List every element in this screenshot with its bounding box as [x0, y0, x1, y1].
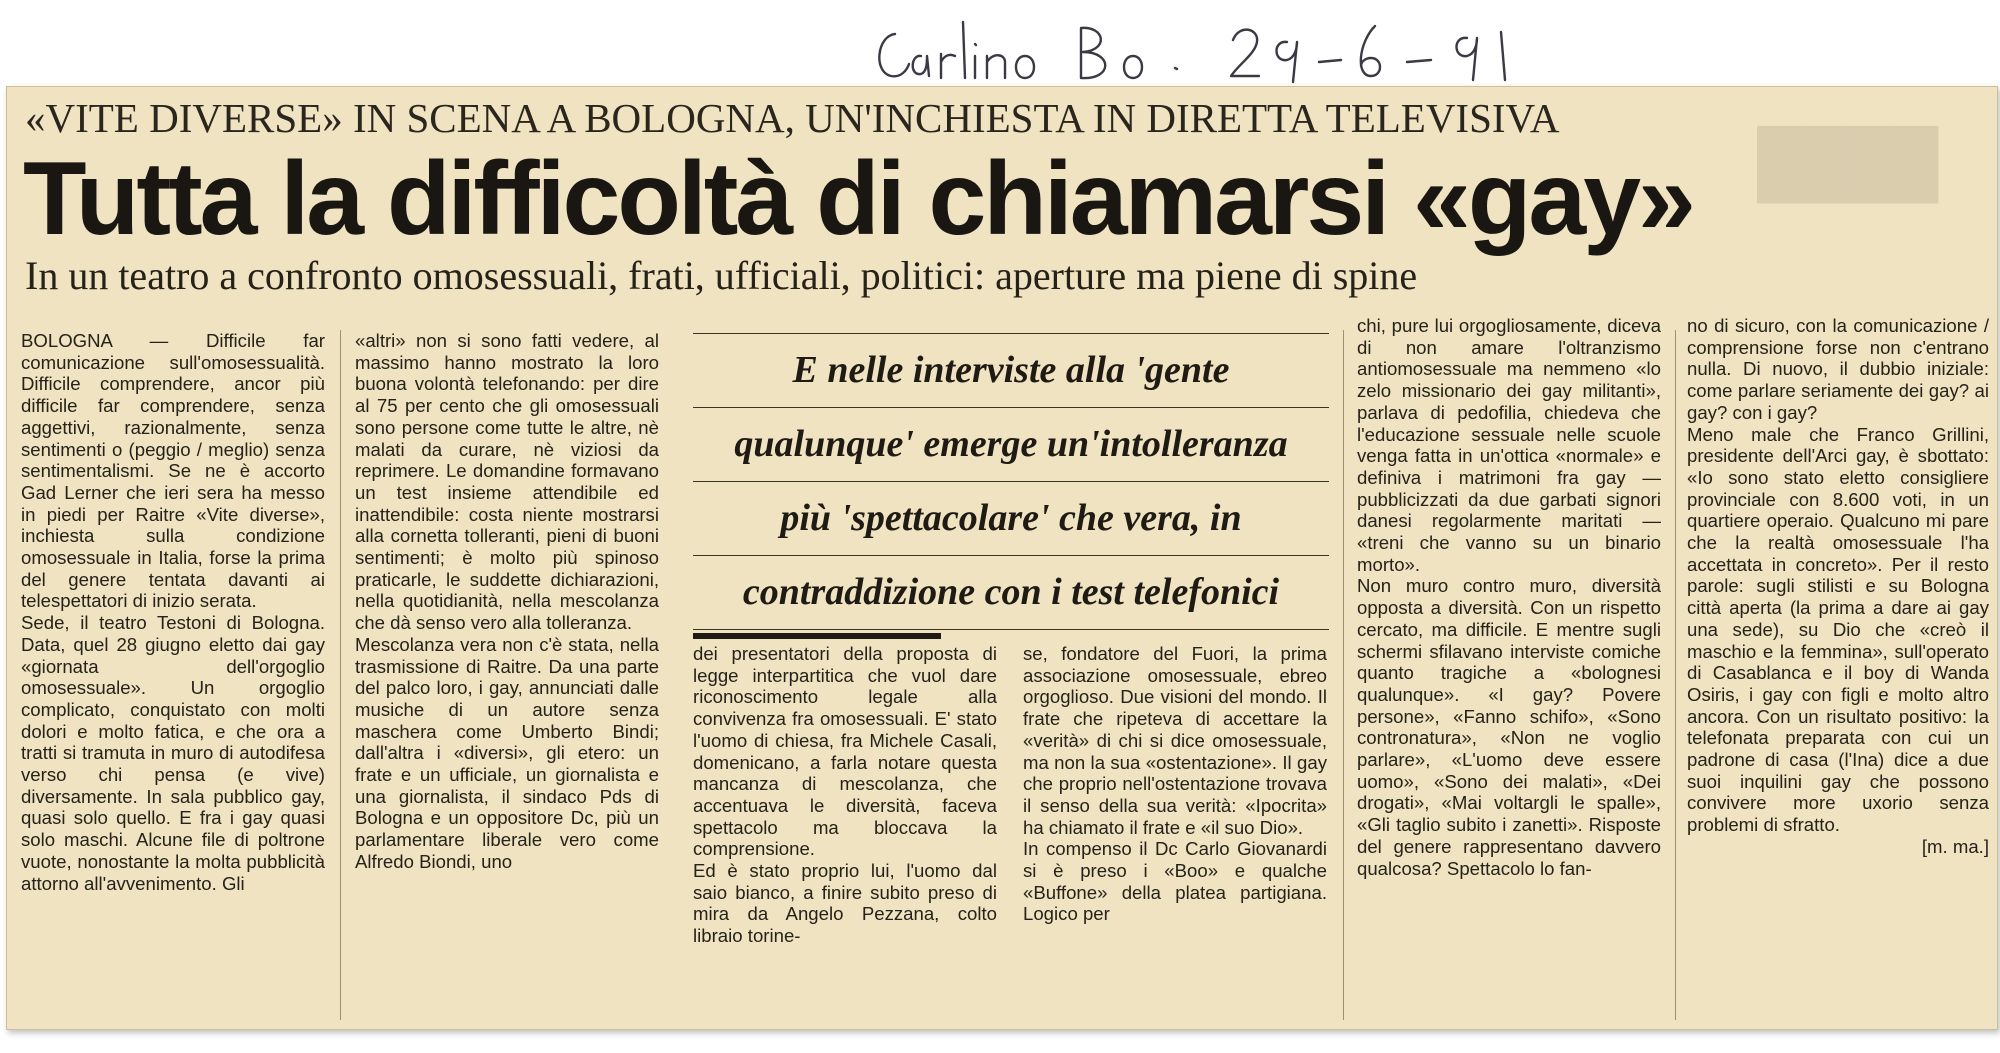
- paragraph: Sede, il teatro Testoni di Bologna. Data, quel 28 giugno eletto dai gay «giornata dell'orgoglio omosessuale». Un orgoglio complicato, conquistato con molti dolori e molto fatica, e che ora a tratti si tramuta in muro di autodifesa verso chi pensa (e vive) diversamente. In sala pubblico gay, quasi solo quello. E fra i gay quasi solo maschi. Alcune file di poltrone vuote, nonostante la molta pubblicità attorno all'avvenimento. Gli: [21, 612, 325, 894]
- handwritten-source-note: [855, 2, 1615, 92]
- paragraph: dei presentatori della proposta di legge interpartitica che vuol dare riconoscimento legale alla convivenza fra omosessuali. E' stato l'uomo di chiesa, fra Michele Casali, domenicano, a farla notare questa mancanza di mescolanza, che accentuava le diversità, faceva spettacolo ma bloccava la comprensione.: [693, 643, 997, 860]
- pull-quote-line-2: qualunque' emerge un'intolleranza: [734, 423, 1288, 465]
- paragraph: «altri» non si sono fatti vedere, al massimo hanno mostrato la loro buona volontà telefonando: per dire al 75 per cento che gli omosessuali sono persone come tutte le altre, nè malati da curare, nè viziosi da reprimere. Le domandine formavano un test insieme attendibile ed inattendibile: costa niente mostrarsi alla cornetta tolleranti, pieni di buoni sentimenti; è molto più spinoso praticarle, le suddette dichiarazioni, nella quotidianità, nella mescolanza che dà senso vero alla tolleranza.: [355, 330, 659, 634]
- newspaper-clipping: [6, 86, 1998, 1030]
- article-subheadline: In un teatro a confronto omosessuali, frati, ufficiali, politici: aperture ma piene di spine: [25, 253, 1418, 298]
- paragraph: Ed è stato proprio lui, l'uomo dal saio bianco, a finire subito preso di mira da Angelo Pezzana, colto libraio torine-: [693, 860, 997, 947]
- paragraph: In compenso il Dc Carlo Giovanardi si è preso i «Boo» e qualche «Buffone» della platea partigiana. Logico per: [1023, 838, 1327, 925]
- paragraph: BOLOGNA — Difficile far comunicazione sull'omosessualità. Difficile comprendere, ancor più difficile far comprendere, senza aggettivi, razionalmente, senza sentimenti o (peggio / meglio) senza sentimentalismi. Se ne è accorto Gad Lerner che ieri sera ha messo in piedi per Raitre «Vite diverse», inchiesta sulla condizione omosessuale in Italia, forse la prima del genere tentata davanti ai telespettatori di inizio serata.: [21, 330, 325, 612]
- author-signature: [m. ma.]: [1921, 835, 1989, 857]
- article-column-1: [21, 330, 325, 894]
- pull-quote-line-4: contraddizione con i test telefonici: [742, 571, 1280, 613]
- article-column-2: [355, 330, 659, 873]
- bleed-through-texture: ████: [1757, 126, 1939, 198]
- paragraph: no di sicuro, con la comunicazione / comprensione forse non c'entrano nulla. Di nuovo, il dubbio iniziale: come parlare seriamente dei gay? ai gay? con i gay?: [1687, 315, 1989, 423]
- handwriting-drawing: [855, 2, 1615, 92]
- article-column-4: [1023, 643, 1327, 925]
- paragraph: Mescolanza vera non c'è stata, nella trasmissione di Raitre. Da una parte del palco loro, i gay, annunciati dalle musiche di un autore senza maschera come Umberto Bindi; dall'altra i «diversi», gli etero: un frate e un ufficiale, un giornalista e una giornalista, il sindaco Pds di Bologna e un oppositore Dc, più un parlamentare liberale vero come Alfredo Biondi, uno: [355, 633, 659, 872]
- article-column-6: [1687, 315, 1989, 858]
- column-rule: [1675, 330, 1676, 1020]
- paragraph: se, fondatore del Fuori, la prima associazione omosessuale, ebreo orgoglioso. Due visioni del mondo. Il frate che ripeteva di accettare la «verità» di chi si dice omosessuale, ma non la sua «ostentazione». Il gay che proprio nell'ostentazione trovava il senso della sua verità: «Ipocrita» ha chiamato il frate e «il suo Dio».: [1023, 643, 1327, 838]
- paragraph: chi, pure lui orgogliosamente, diceva di non amare l'oltranzismo antiomosessuale ma nemmeno «lo zelo missionario dei gay militanti», parlava di pedofilia, chiedeva che l'educazione sessuale nelle scuole venga fatta in un'ottica «normale» e definiva i matrimoni fra gay — pubblicizzati da due garbati signori danesi regolarmente maritati — «treni che vanno su un binario morto».: [1357, 315, 1661, 575]
- column-rule: [340, 330, 341, 1020]
- pull-quote-bar: [693, 633, 941, 639]
- article-column-5: [1357, 315, 1661, 879]
- column-rule: [1343, 330, 1344, 1020]
- pull-quote-line-3: più 'spettacolare' che vera, in: [780, 497, 1242, 539]
- article-kicker: «VITE DIVERSE» IN SCENA A BOLOGNA, UN'INCHIESTA IN DIRETTA TELEVISIVA: [25, 95, 1560, 141]
- article-headline: Tutta la difficoltà di chiamarsi «gay»: [23, 141, 1693, 257]
- paragraph: Meno male che Franco Grillini, presidente dell'Arci gay, è sbottato: «Io sono stato eletto consigliere provinciale con 8.600 voti, in un quartiere operaio. Qualcuno mi pare che la realtà omosessuale l'ha accettata in concreto». Per il resto parole: sugli stilisti e su Bologna città aperta (la prima a dare ai gay una sede), su Dio che «creò il maschio e la femmina», sull'operato di Casablanca e il boy di Wanda Osiris, i gay con figli e molto altro ancora. Con un risultato positivo: la telefonata preparata con cui un padrone di casa (l'Ina) dice a due suoi inquilini gay che possono convivere more uxorio senza problemi di sfratto.: [1687, 423, 1989, 836]
- pull-quote-rule: [693, 629, 1329, 630]
- pull-quote-line-1: E nelle interviste alla 'gente: [792, 349, 1230, 391]
- article-column-3: [693, 643, 997, 947]
- paragraph: Non muro contro muro, diversità opposta a diversità. Con un rispetto cercato, ma difficile. E mentre sugli schermi sfilavano interviste comiche quanto tragiche a «bolognesi qualunque». «I gay? Povere persone», «Fanno schifo», «Sono contronatura», «Non ne voglio parlare», «L'uomo deve essere uomo», «Sono dei malati», «Dei drogati», «Mai voltargli le spalle», «Gli taglio subito i zanetti». Risposte del genere rappresentano davvero qualcosa? Spettacolo lo fan-: [1357, 575, 1661, 879]
